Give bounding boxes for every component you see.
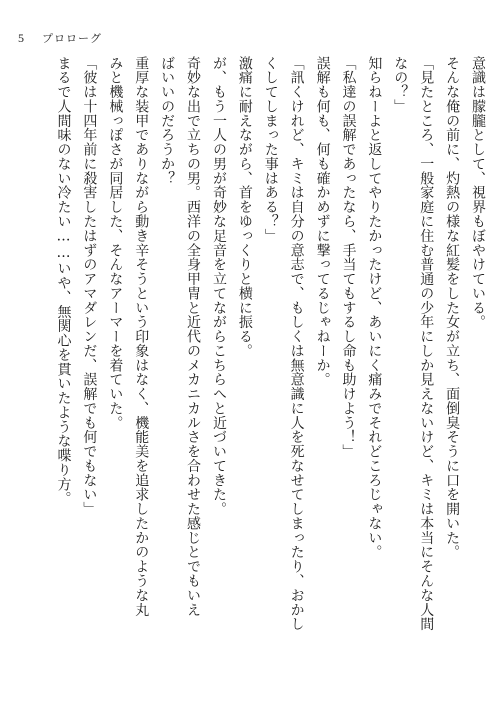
body-text (50, 56, 490, 671)
text-line: なの？」 (392, 56, 409, 114)
text-line: まるで人間味のない冷たい……いや、無関心を貫いたような喋り方。 (55, 56, 72, 506)
text-line: 誤解も何も、何も確かめずに撃ってるじゃねーか。 (314, 56, 331, 387)
text-line: 意識は朦朧として、視界もぼやけている。 (470, 56, 486, 330)
text-line: 「私達の誤解であったなら、手当てもするし命も助けよう！」 (340, 56, 357, 459)
text-line: 激痛に耐えながら、首をゆっくりと横に振る。 (236, 56, 253, 358)
page-number: 5 (18, 30, 24, 45)
text-line: そんな俺の前に、灼熱の様な紅髪をした女が立ち、面倒臭そうに口を開いた。 (444, 56, 461, 560)
running-title: プロローグ (42, 32, 102, 45)
text-line: 奇妙な出で立ちの男。西洋の全身甲冑と近代のメカニカルさを合わせた感じとでもいえ (185, 56, 202, 617)
text-line: 重厚な装甲でありながら動き辛そうという印象はなく、機能美を追求したかのような丸 (133, 56, 150, 617)
text-line: くしてしまった事はある？」 (262, 56, 279, 243)
text-line: 「訊くけれど、キミは自分の意志で、もしくは無意識に人を死なせてしまったり、おかし (288, 56, 305, 632)
text-line: みと機械っぽさが同居した、そんなアーマーを着ていた。 (107, 56, 124, 430)
text-line: ばいいのだろうか？ (159, 56, 176, 186)
text-line: が、もう一人の男が奇妙な足音を立てながらこちらへと近づいてきた。 (210, 56, 227, 517)
text-line: 知らねーよと返してやりたかったけど、あいにく痛みでそれどころじゃない。 (366, 56, 383, 560)
text-line: 「見たところ、一般家庭に住む普通の少年にしか見えないけど、キミは本当にそんな人間 (418, 56, 435, 632)
text-line: 「彼は十四年前に殺害したはずのアマダレンだ、誤解でも何でもない」 (81, 56, 98, 517)
page-header (18, 30, 102, 46)
